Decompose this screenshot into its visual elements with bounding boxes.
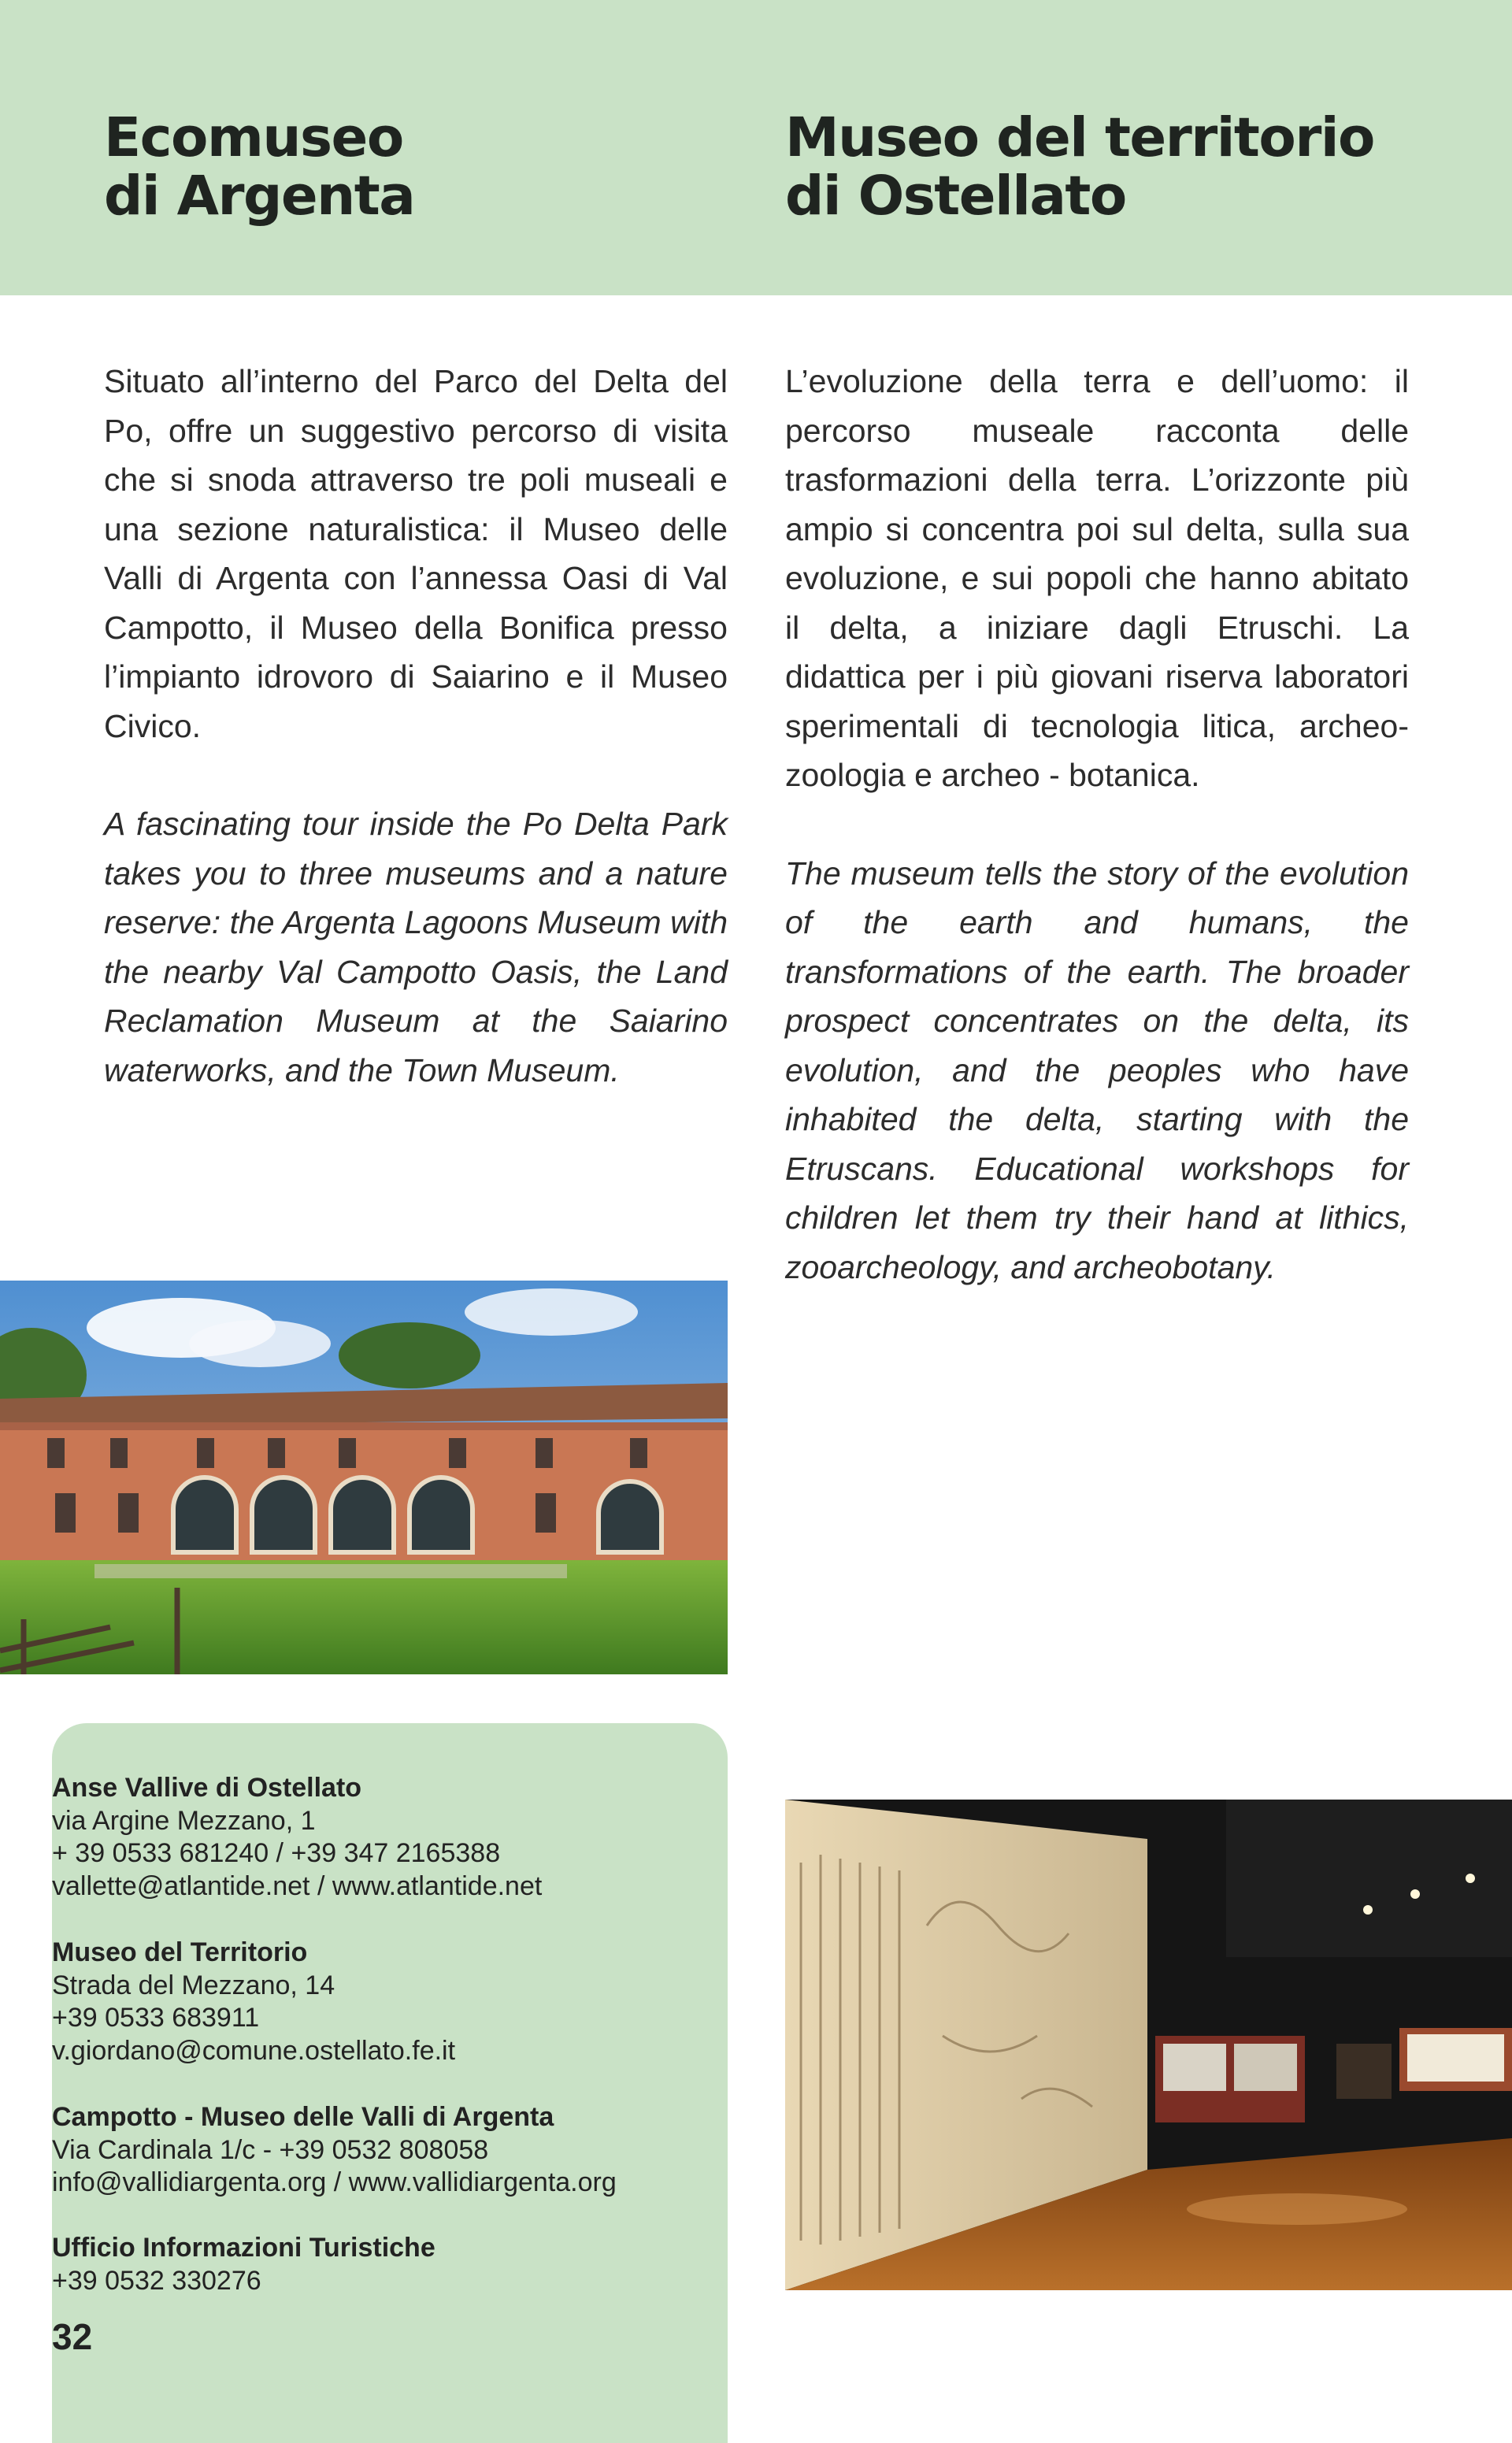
contact-email-web[interactable]: info@vallidiargenta.org / www.vallidiargenta.org <box>52 2167 617 2197</box>
contact-phone: +39 0533 683911 <box>52 2003 260 2033</box>
contact-address: Strada del Mezzano, 14 <box>52 1970 335 2000</box>
contact-address-phone: Via Cardinala 1/c - +39 0532 808058 <box>52 2134 489 2165</box>
contact-anse-vallive <box>52 1772 666 1903</box>
italian-paragraph: L’evoluzione della terra e dell’uomo: il percorso museale racconta delle trasformazioni della terra. L’orizzonte più ampio si concentra poi sul delta, sulla sua evoluzione, e sui popoli che hanno abitato il delta, a iniziare dagli Etruschi. La didattica per i più giovani riserva laboratori sperimentali di tecnologia litica, archeo-zoologia e archeo - botanica. <box>785 363 1409 793</box>
english-paragraph: The museum tells the story of the evolution of the earth and humans, the transformations of the earth. The broader prospect concentrates on the delta, its evolution, and the peoples who have inhabited the delta, starting with the Etruscans. Educational workshops for children let them try their hand at lithics, zooarcheology, and archeobotany. <box>785 854 1409 1285</box>
contact-email-web[interactable]: vallette@atlantide.net / www.atlantide.net <box>52 1870 543 1901</box>
italian-paragraph: Situato all’interno del Parco del Delta del Po, offre un suggestivo percorso di visita che si snoda attraverso tre poli museali e una sezione naturalistica: il Museo delle Valli di Argenta con l’annessa Oasi di Val Campotto, il Museo della Bonifica presso l’impianto idrovoro di Saiarino e il Museo Civico. <box>104 363 728 744</box>
contact-museo-territorio <box>52 1937 666 2067</box>
title-museo-ostellato <box>785 106 1374 228</box>
contact-address: via Argine Mezzano, 1 <box>52 1805 316 1836</box>
left-text-column <box>104 357 728 1095</box>
title-line: Ecomuseo <box>104 106 403 169</box>
contact-campotto <box>52 2101 666 2200</box>
contact-ufficio-informazioni <box>52 2232 666 2297</box>
title-line: di Ostellato <box>785 165 1126 228</box>
page-number: 32 <box>52 2316 93 2357</box>
contact-name: Campotto - Museo delle Valli di Argenta <box>52 2102 554 2132</box>
exhibition-hall-photo <box>785 1800 1512 2290</box>
title-ecomuseo-argenta <box>104 106 415 228</box>
contact-name: Anse Vallive di Ostellato <box>52 1773 362 1803</box>
museum-building-photo <box>0 1281 728 1674</box>
title-line: Museo del territorio <box>785 106 1374 169</box>
contact-phone: + 39 0533 681240 / +39 347 2165388 <box>52 1838 501 1868</box>
contact-name: Museo del Territorio <box>52 1937 308 1967</box>
right-text-column <box>785 357 1409 1292</box>
contact-email[interactable]: v.giordano@comune.ostellato.fe.it <box>52 2035 456 2066</box>
contact-phone: +39 0532 330276 <box>52 2265 261 2296</box>
english-paragraph: A fascinating tour inside the Po Delta Park takes you to three museums and a nature reserve: the Argenta Lagoons Museum with the nearby Val Campotto Oasis, the Land Reclamation Museum at the Saiarino waterworks, and the Town Museum. <box>104 806 728 1088</box>
title-line: di Argenta <box>104 165 415 228</box>
contact-name: Ufficio Informazioni Turistiche <box>52 2233 435 2263</box>
